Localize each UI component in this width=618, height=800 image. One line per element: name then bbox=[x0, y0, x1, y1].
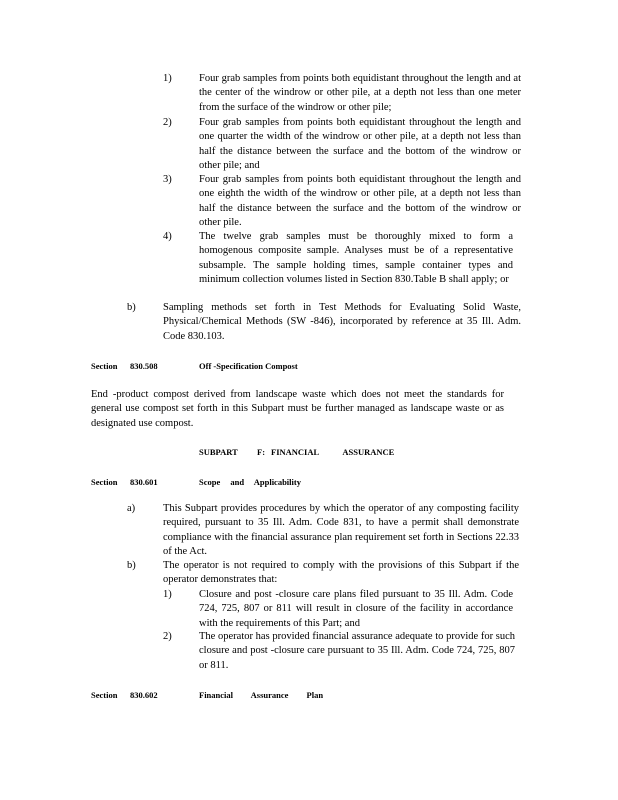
item-number-2: 2) bbox=[163, 117, 172, 128]
item-letter-b: b) bbox=[127, 302, 136, 313]
subsection-letter-a: a) bbox=[127, 503, 136, 514]
item-number-4: 4) bbox=[163, 231, 172, 242]
subpart-word: SUBPART bbox=[199, 447, 238, 457]
section-label-601: Section bbox=[91, 477, 118, 487]
item-text-4: The twelve grab samples must be thoroughly mixed to form a homogenous composite sample. Analyses must be of a representative subsample. The sample holding times, sample container types and minimum collection volumes listed in Section 830.Table B shall apply; or bbox=[199, 231, 513, 286]
item-number-3: 3) bbox=[163, 174, 172, 185]
subitem-number-1: 1) bbox=[163, 589, 172, 600]
section-title-602: Financial Assurance Plan bbox=[199, 690, 324, 700]
section-number-508: 830.508 bbox=[130, 361, 158, 371]
subpart-letter: F: bbox=[257, 447, 266, 457]
section-body-508: End -product compost derived from landscape waste which does not meet the standards for general use compost set forth in this Subpart must be further managed as landscape waste or as designated use compost. bbox=[91, 389, 504, 429]
subitem-text-1: Closure and post -closure care plans filed pursuant to 35 Ill. Adm. Code 724, 725, 807 or 811 will result in closure of the facility in accordance with the requirements of this Part; and bbox=[199, 589, 513, 629]
item-text-1: Four grab samples from points both equidistant throughout the length and at the center of the windrow or other pile, at a depth not less than one meter from the surface of the windrow or other pile; bbox=[199, 73, 521, 113]
subpart-title: FINANCIAL ASSURANCE bbox=[271, 447, 395, 457]
item-text-3: Four grab samples from points both equidistant throughout the length and one eighth the width of the windrow or other pile, at a depth not less than half the distance between the surface and the bottom of the windrow or other pile. bbox=[199, 174, 521, 229]
subitem-number-2: 2) bbox=[163, 631, 172, 642]
section-label-508: Section bbox=[91, 361, 118, 371]
section-title-601: Scope and Applicability bbox=[199, 477, 301, 487]
section-label-602: Section bbox=[91, 690, 118, 700]
item-number-1: 1) bbox=[163, 73, 172, 84]
item-text-b: Sampling methods set forth in Test Methods for Evaluating Solid Waste, Physical/Chemical Methods (SW -846), incorporated by reference at 35 Ill. Adm. Code 830.103. bbox=[163, 302, 521, 342]
item-text-2: Four grab samples from points both equidistant throughout the length and one quarter the width of the windrow or other pile, at a depth not less than half the distance between the surface and the bottom of the windrow or other pile; and bbox=[199, 117, 521, 172]
section-title-508: Off -Specification Compost bbox=[199, 361, 298, 371]
section-number-601: 830.601 bbox=[130, 477, 158, 487]
subitem-text-2: The operator has provided financial assurance adequate to provide for such closure and post -closure care pursuant to 35 Ill. Adm. Code 724, 725, 807 or 811. bbox=[199, 631, 515, 671]
subsection-text-a: This Subpart provides procedures by which the operator of any composting facility required, pursuant to 35 Ill. Adm. Code 831, to have a permit shall demonstrate compliance with the financial assurance plan requirement set forth in Sections 22.33 of the Act. bbox=[163, 503, 519, 558]
subsection-letter-b: b) bbox=[127, 560, 136, 571]
section-number-602: 830.602 bbox=[130, 690, 158, 700]
subsection-text-b: The operator is not required to comply with the provisions of this Subpart if the operator demonstrates that: bbox=[163, 560, 519, 586]
